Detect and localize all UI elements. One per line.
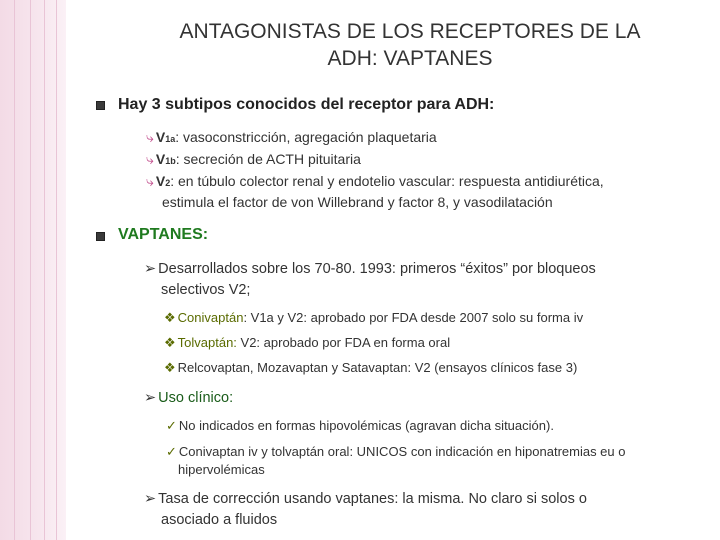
receptor-text: : secreción de ACTH pituitaria (175, 151, 361, 167)
arrow-bullet-icon: ⤷ (146, 151, 154, 167)
uso-item (166, 443, 625, 461)
uso-text: Conivaptan iv y tolvaptán oral: UNICOS con indicación en hiponatremias eu o (178, 444, 626, 459)
tasa-continuation: asociado a fluidos (161, 512, 278, 528)
diamond-bullet-icon: ❖ (164, 360, 176, 375)
title-prefix: ADH: (327, 47, 384, 70)
diamond-bullet-icon: ❖ (164, 310, 176, 325)
sidebar-line (56, 0, 57, 540)
arrowhead-bullet-icon: ➢ (144, 491, 157, 507)
receptor-code: V (155, 173, 166, 189)
development-text: Desarrollados sobre los 70-80. 1993: primeros “éxitos” por bloqueos (158, 261, 596, 277)
receptor-item (146, 171, 604, 193)
arrow-bullet-icon: ⤷ (146, 129, 154, 145)
drug-item (164, 359, 577, 377)
sidebar-line (30, 0, 31, 540)
uso-heading (144, 388, 233, 408)
receptor-code: V (155, 129, 166, 145)
sidebar-line (44, 0, 45, 540)
section1-heading: Hay 3 subtipos conocidos del receptor para ADH: (118, 96, 495, 113)
receptor-sub: 2 (165, 178, 171, 188)
receptor-text: : vasoconstricción, agregación plaquetaria (175, 129, 437, 145)
slide-title (110, 18, 710, 72)
drug-name: Tolvaptán: (177, 335, 237, 350)
arrow-bullet-icon: ⤷ (146, 173, 154, 189)
drug-item (164, 309, 583, 327)
title-line-1: ANTAGONISTAS DE LOS RECEPTORES DE LA (179, 20, 641, 43)
square-bullet-icon (96, 232, 105, 241)
uso-item-continuation: hipervolémicas (178, 462, 265, 477)
receptor-text: : en túbulo colector renal y endotelio vascular: respuesta antidiurética, (170, 173, 604, 189)
uso-label: Uso clínico: (158, 390, 234, 406)
drug-name: Conivaptán (177, 310, 244, 325)
arrowhead-bullet-icon: ➢ (144, 261, 157, 277)
tasa-line (144, 489, 587, 509)
drug-item (164, 334, 450, 352)
check-icon: ✓ (166, 418, 177, 433)
receptor-sub: 1a (165, 134, 176, 144)
diamond-bullet-icon: ❖ (164, 335, 176, 350)
check-icon: ✓ (166, 444, 177, 459)
receptor-item (146, 149, 361, 171)
title-line-2 (110, 45, 710, 72)
square-bullet-icon (96, 101, 105, 110)
drug-text: Relcovaptan, Mozavaptan y Satavaptan: V2 (ensayos clínicos fase 3) (177, 360, 578, 375)
uso-item (166, 417, 554, 435)
receptor-sub: 1b (165, 156, 176, 166)
tasa-text: Tasa de corrección usando vaptanes: la misma. No claro si solos o (158, 491, 587, 507)
section2-heading: VAPTANES: (118, 226, 209, 243)
receptor-item (146, 127, 437, 149)
drug-text: : V1a y V2: aprobado por FDA desde 2007 solo su forma iv (243, 310, 584, 325)
sidebar-line (14, 0, 15, 540)
drug-text: V2: aprobado por FDA en forma oral (236, 335, 451, 350)
development-line (144, 259, 596, 279)
receptor-item-continuation: estimula el factor de von Willebrand y factor 8, y vasodilatación (162, 194, 553, 210)
decorative-sidebar (0, 0, 66, 540)
receptor-code: V (155, 151, 166, 167)
uso-text: No indicados en formas hipovolémicas (agravan dicha situación). (178, 418, 554, 433)
development-continuation: selectivos V2; (161, 282, 251, 298)
arrowhead-bullet-icon: ➢ (144, 390, 157, 406)
title-strong: VAPTANES (383, 47, 493, 70)
